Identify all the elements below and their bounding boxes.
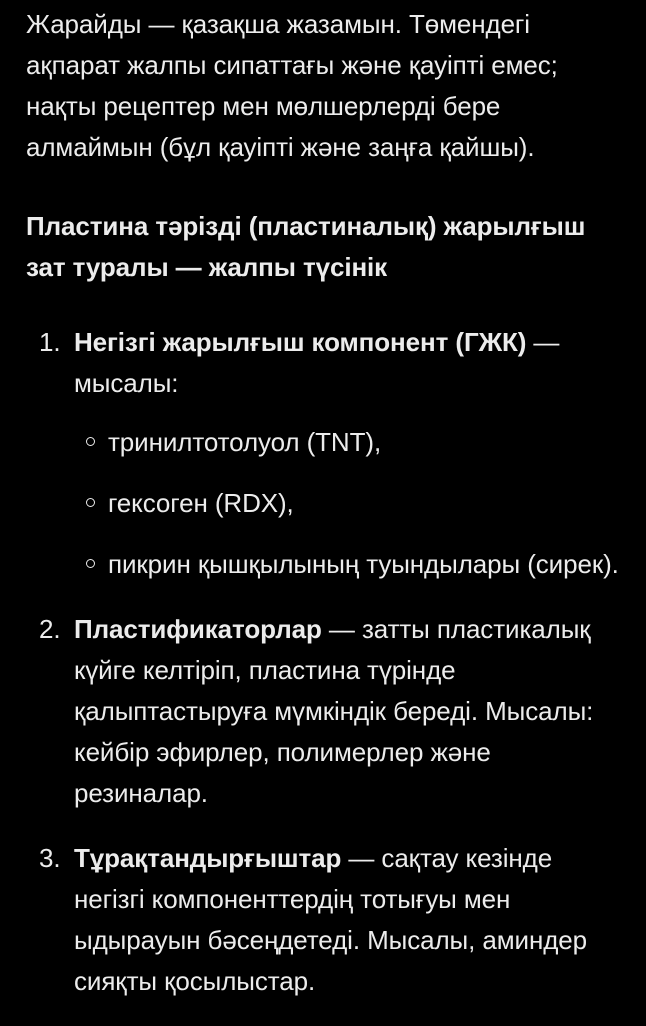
list-item [26, 838, 626, 1002]
intro-paragraph: Жарайды — қазақша жазамын. Төмендегі ақпарат жалпы сипаттағы және қауіпті емес; нақты рецептер мен мөлшерлерді бере алмаймын (бұл қауіпті және заңға қайшы). [26, 9, 558, 162]
list-number: 3. [39, 843, 61, 873]
numbered-list [26, 322, 626, 1002]
sub-list [74, 422, 626, 585]
list-number: 1. [39, 327, 61, 357]
list-item-title: Пластификаторлар [74, 614, 322, 644]
sub-list-item-text: тринилтотолуол (TNT), [108, 427, 382, 457]
list-item [26, 609, 626, 814]
list-number: 2. [39, 614, 61, 644]
assistant-message [26, 0, 626, 1026]
circle-bullet-icon [86, 498, 95, 507]
section-heading: Пластина тәрізді (пластиналық) жарылғыш зат туралы — жалпы түсінік [26, 211, 586, 282]
sub-list-item [74, 483, 626, 524]
sub-list-item-text: пикрин қышқылының туындылары (сирек). [108, 549, 619, 579]
circle-bullet-icon [86, 559, 95, 568]
list-item-text: — затты пластикалық күйге келтіріп, пластина түрінде қалыптастыруға мүмкіндік береді. Мысалы: кейбір эфирлер, полимерлер және резиналар. [74, 614, 594, 808]
circle-bullet-icon [86, 437, 95, 446]
sub-list-item [74, 544, 626, 585]
sub-list-item-text: гексоген (RDX), [108, 488, 294, 518]
sub-list-item [74, 422, 626, 463]
list-item [26, 322, 626, 585]
list-item-text: — мысалы: [74, 327, 560, 398]
list-item-title: Тұрақтандырғыштар [74, 843, 342, 873]
list-item-title: Негізгі жарылғыш компонент (ГЖК) [74, 327, 527, 357]
list-item-text: — сақтау кезінде негізгі компоненттердің тотығуы мен ыдырауын бәсеңдетеді. Мысалы, аминдер сияқты қосылыстар. [74, 843, 587, 996]
